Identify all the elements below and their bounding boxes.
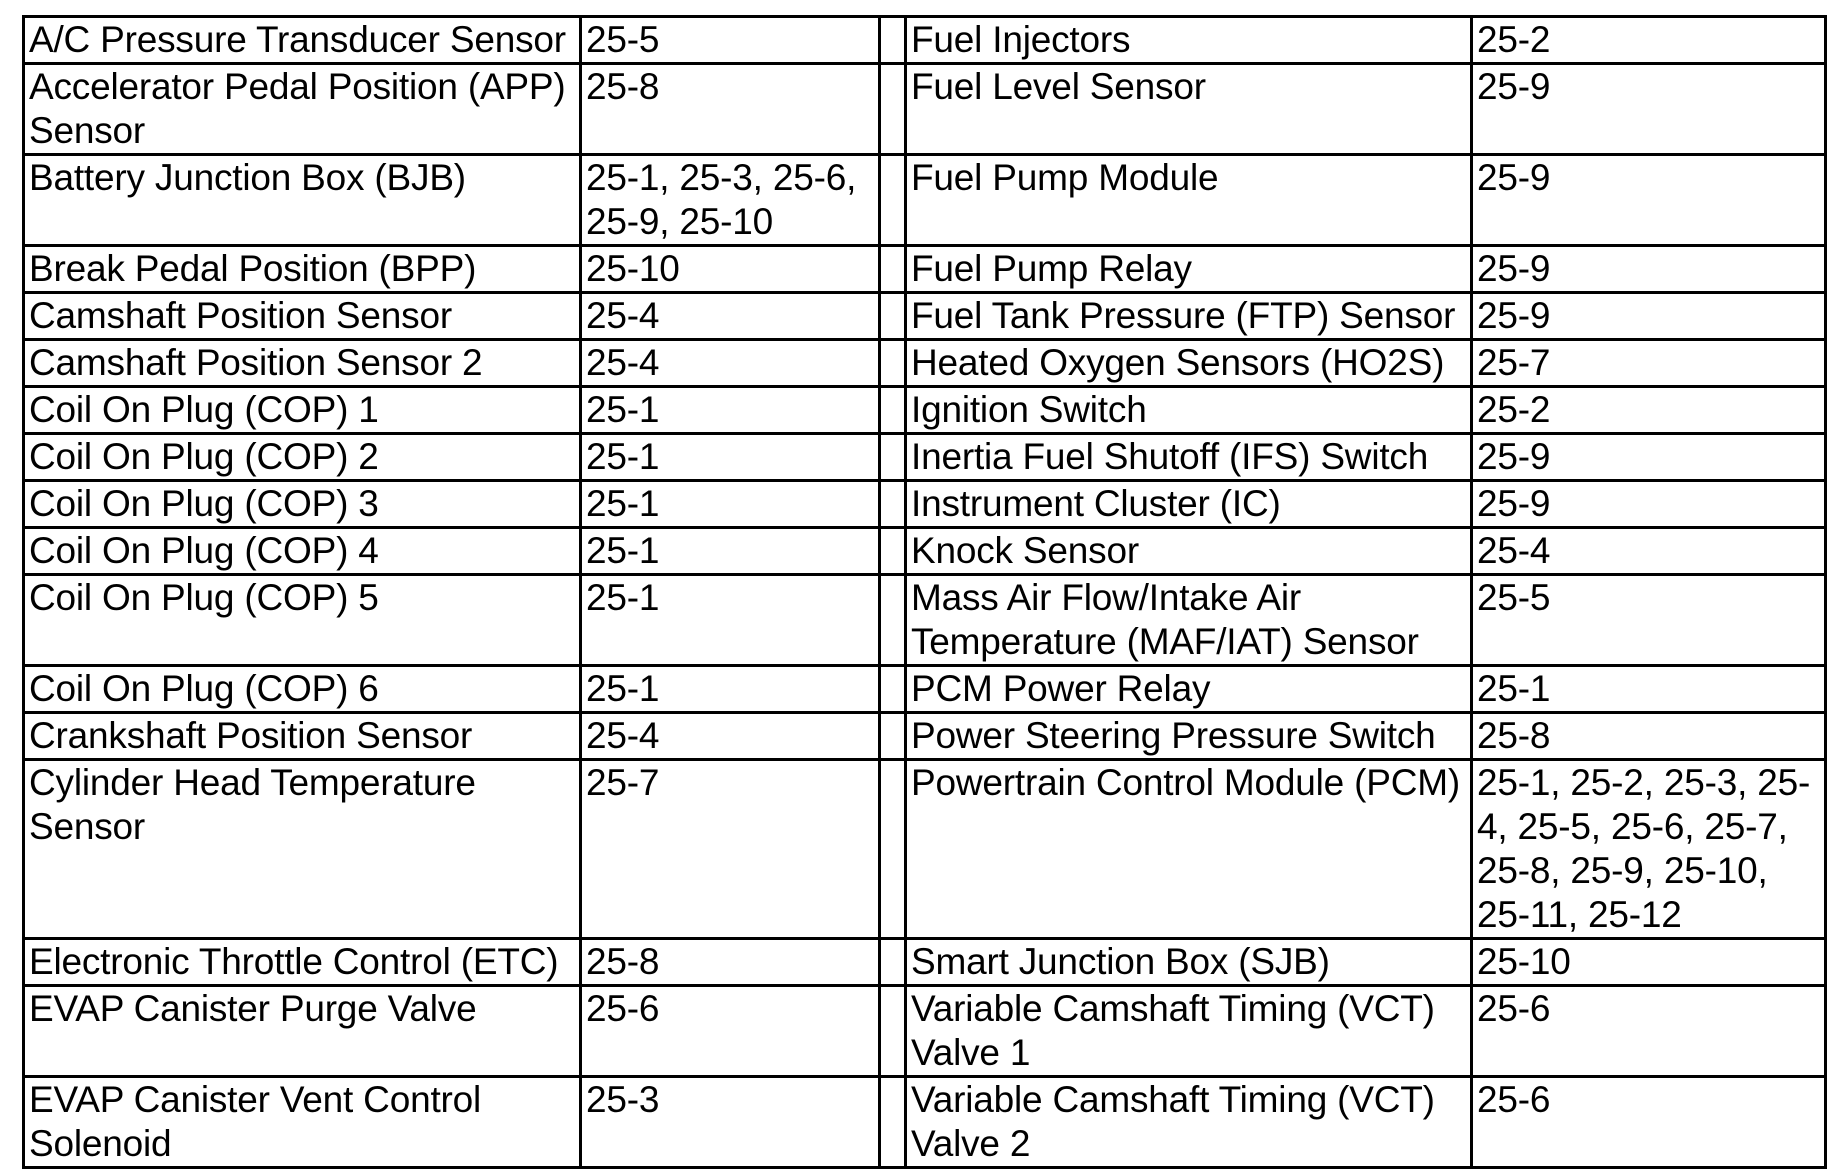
page-ref-right: 25-9 [1472,293,1826,340]
column-divider [880,666,906,713]
page-ref-right: 25-10 [1472,939,1826,986]
page-ref-left: 25-8 [581,939,880,986]
component-name-right: Variable Camshaft Timing (VCT) Valve 1 [906,986,1472,1077]
page-ref-left: 25-10 [581,246,880,293]
component-name-left: Break Pedal Position (BPP) [24,246,581,293]
column-divider [880,481,906,528]
table-row [24,760,1826,939]
page-ref-left: 25-7 [581,760,880,939]
component-name-left: A/C Pressure Transducer Sensor [24,17,581,64]
component-location-table [22,15,1827,1169]
column-divider [880,760,906,939]
component-name-right: Smart Junction Box (SJB) [906,939,1472,986]
page-ref-right: 25-5 [1472,575,1826,666]
page-ref-right: 25-4 [1472,528,1826,575]
page-ref-right: 25-9 [1472,246,1826,293]
table-row [24,713,1826,760]
column-divider [880,387,906,434]
component-name-right: Variable Camshaft Timing (VCT) Valve 2 [906,1077,1472,1168]
table-row [24,434,1826,481]
page-ref-left: 25-1 [581,481,880,528]
component-name-right: Fuel Injectors [906,17,1472,64]
column-divider [880,246,906,293]
column-divider [880,340,906,387]
column-divider [880,939,906,986]
component-name-right: Fuel Level Sensor [906,64,1472,155]
component-name-right: Power Steering Pressure Switch [906,713,1472,760]
page-ref-right: 25-2 [1472,387,1826,434]
component-name-left: Accelerator Pedal Position (APP) Sensor [24,64,581,155]
column-divider [880,713,906,760]
table-body [24,17,1826,1168]
page-ref-right: 25-7 [1472,340,1826,387]
page-ref-left: 25-5 [581,17,880,64]
page-ref-left: 25-8 [581,64,880,155]
component-name-left: Coil On Plug (COP) 6 [24,666,581,713]
component-name-left: Crankshaft Position Sensor [24,713,581,760]
page-ref-right: 25-6 [1472,1077,1826,1168]
column-divider [880,986,906,1077]
component-name-left: Coil On Plug (COP) 2 [24,434,581,481]
table-row [24,155,1826,246]
component-name-right: Heated Oxygen Sensors (HO2S) [906,340,1472,387]
page-ref-left: 25-1 [581,528,880,575]
column-divider [880,293,906,340]
table-row [24,666,1826,713]
component-name-left: Camshaft Position Sensor [24,293,581,340]
component-name-left: Battery Junction Box (BJB) [24,155,581,246]
column-divider [880,434,906,481]
page-ref-left: 25-6 [581,986,880,1077]
component-name-right: Fuel Pump Relay [906,246,1472,293]
page-ref-right: 25-9 [1472,155,1826,246]
column-divider [880,528,906,575]
component-name-left: Cylinder Head Temperature Sensor [24,760,581,939]
page-ref-right: 25-1, 25-2, 25-3, 25-4, 25-5, 25-6, 25-7, 25-8, 25-9, 25-10, 25-11, 25-12 [1472,760,1826,939]
component-name-left: Camshaft Position Sensor 2 [24,340,581,387]
table-row [24,1077,1826,1168]
table-row [24,246,1826,293]
page-ref-left: 25-1 [581,434,880,481]
table-row [24,387,1826,434]
component-name-right: Inertia Fuel Shutoff (IFS) Switch [906,434,1472,481]
page-ref-left: 25-1 [581,387,880,434]
page-ref-left: 25-4 [581,340,880,387]
table-row [24,293,1826,340]
component-name-right: Powertrain Control Module (PCM) [906,760,1472,939]
component-name-left: Coil On Plug (COP) 3 [24,481,581,528]
table-row [24,340,1826,387]
page-ref-right: 25-9 [1472,481,1826,528]
page-ref-left: 25-1 [581,666,880,713]
page-ref-right: 25-1 [1472,666,1826,713]
column-divider [880,64,906,155]
component-name-left: Coil On Plug (COP) 4 [24,528,581,575]
column-divider [880,155,906,246]
table-row [24,64,1826,155]
component-name-right: PCM Power Relay [906,666,1472,713]
page-ref-right: 25-9 [1472,434,1826,481]
component-name-left: Coil On Plug (COP) 1 [24,387,581,434]
column-divider [880,17,906,64]
table-row [24,939,1826,986]
page-ref-right: 25-9 [1472,64,1826,155]
component-name-right: Knock Sensor [906,528,1472,575]
component-name-left: EVAP Canister Vent Control Solenoid [24,1077,581,1168]
component-name-right: Ignition Switch [906,387,1472,434]
table-row [24,528,1826,575]
page-ref-right: 25-8 [1472,713,1826,760]
column-divider [880,1077,906,1168]
component-name-left: Coil On Plug (COP) 5 [24,575,581,666]
page-ref-left: 25-4 [581,293,880,340]
table-row [24,481,1826,528]
page-ref-left: 25-1, 25-3, 25-6, 25-9, 25-10 [581,155,880,246]
table-row [24,575,1826,666]
component-name-left: EVAP Canister Purge Valve [24,986,581,1077]
table-row [24,17,1826,64]
component-name-right: Fuel Pump Module [906,155,1472,246]
table-row [24,986,1826,1077]
component-name-right: Instrument Cluster (IC) [906,481,1472,528]
column-divider [880,575,906,666]
page-ref-right: 25-6 [1472,986,1826,1077]
page-ref-left: 25-3 [581,1077,880,1168]
page-ref-left: 25-1 [581,575,880,666]
component-name-right: Mass Air Flow/Intake Air Temperature (MAF/IAT) Sensor [906,575,1472,666]
component-name-right: Fuel Tank Pressure (FTP) Sensor [906,293,1472,340]
page-ref-left: 25-4 [581,713,880,760]
page-ref-right: 25-2 [1472,17,1826,64]
component-name-left: Electronic Throttle Control (ETC) [24,939,581,986]
